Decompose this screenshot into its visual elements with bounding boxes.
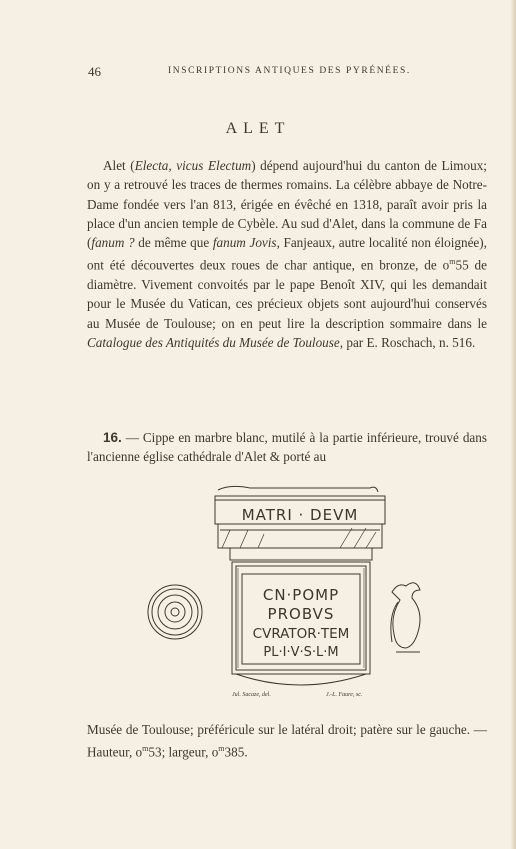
patera-drawing: [148, 585, 202, 639]
page-number: 46: [88, 64, 101, 79]
text-run: 55 de diamètre. Vivement convoités par le pape Benoît XIV, qui les demandait pour le Musée du Vatican, ces précieux objets sont aujourd'hui conservés au Musée de Toulouse; on en peut lire la description sommaire dans le: [87, 257, 488, 331]
running-title: INSCRIPTIONS ANTIQUES DES PYRÉNÉES.: [168, 66, 411, 76]
running-header: [0, 64, 516, 82]
text-run-italic: Catalogue des Antiquités du Musée de Toulouse: [87, 335, 340, 351]
text-run: ) dépend aujourd'hui du canton de Limoux; on y a retrouvé les traces de thermes romains. La célèbre abbaye de Notre-Dame fondée vers l'an 813, érigée en évêché en 1318, paraît avoir pris la place d'un ancien temple de Cybèle. Au sud d'Alet, dans la commune de Fa (: [87, 158, 487, 251]
cippus-illustration: [140, 482, 440, 702]
text-run: Alet (: [103, 158, 135, 173]
inscription-top-line: MATRI · DEVM: [241, 506, 359, 524]
cippus-drawing: [140, 482, 440, 702]
inscription-line-1: CN·POMP: [262, 586, 340, 604]
superscript: m: [218, 744, 225, 753]
text-run: , Fanjeaux, autre localité non éloignée), ont été découvertes deux roues de char antique, en bronze, de o: [87, 235, 487, 273]
artist-credit-right: J.-L. Faure, sc.: [326, 692, 363, 698]
entry-text: — Cippe en marbre blanc, mutilé à la partie inférieure, trouvé dans l'ancienne église cathédrale d'Alet & porté au: [87, 430, 487, 465]
inscription-line-4: PL·I·V·S·L·M: [263, 645, 339, 660]
text-run: , par E. Roschach, n. 516.: [339, 335, 476, 351]
superscript: m: [449, 257, 456, 267]
text-run-italic: fanum Jovis: [212, 235, 277, 251]
text-run-italic: Electa, vicus Electum: [134, 158, 252, 173]
text-run: 53; largeur, o: [148, 744, 219, 760]
text-run: 385.: [224, 744, 248, 760]
text-run: de même que: [134, 235, 213, 251]
inscription-line-2: PROBVS: [267, 605, 335, 623]
praefericulum-drawing: [391, 583, 420, 652]
text-run-italic: fanum ?: [91, 235, 135, 251]
paragraph-alet: [87, 156, 487, 352]
artist-credit-left: Jul. Sacaze, del.: [232, 692, 271, 698]
superscript: m: [142, 744, 149, 753]
section-title: ALET: [225, 120, 291, 137]
entry-number: 16.: [103, 430, 122, 445]
inscription-line-3: CVRATOR·TEM: [252, 626, 350, 642]
entry-16: [87, 428, 487, 467]
text-run: Musée de Toulouse; préféricule sur le latéral droit; patère sur le gauche. — Hauteur, o: [87, 722, 487, 760]
figure-caption: [87, 720, 487, 761]
